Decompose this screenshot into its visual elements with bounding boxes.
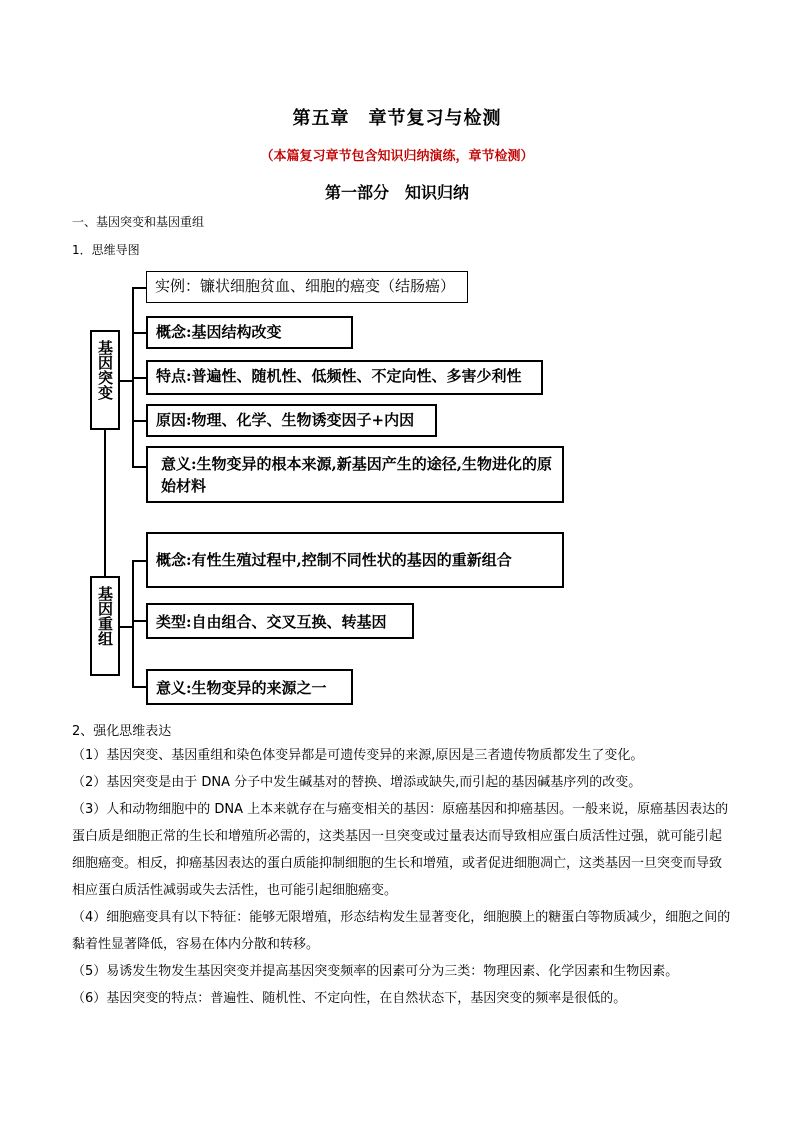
paragraph: （1）基因突变、基因重组和染色体变异都是可遗传变异的来源,原因是三者遗传物质都发生了变化。	[72, 748, 644, 763]
connector-line	[132, 560, 134, 688]
recombination-types-box: 类型:自由组合、交叉互换、转基因	[146, 603, 414, 639]
section-heading: 一、基因突变和基因重组	[72, 215, 205, 229]
recombination-significance-box: 意义:生物变异的来源之一	[146, 669, 353, 705]
part-title: 第一部分 知识归纳	[324, 183, 469, 202]
paragraph: （5）易诱发生物发生基因突变并提高基因突变频率的因素可分为三类：物理因素、化学因素和生物因素。	[72, 964, 679, 979]
paragraph: （3）人和动物细胞中的 DNA 上本来就存在与癌变相关的基因：原癌基因和抑癌基因。一般来说，原癌基因表达的蛋白质是细胞正常的生长和增殖所必需的，这类基因一旦突变或过量表达而导致相应蛋白质活性过强，就可能引起细胞癌变。相反，抑癌基因表达的蛋白质能抑制细胞的生长和增殖，或者促进细胞凋亡，这类基因一旦突变而导致相应蛋白质活性减弱或失去活性，也可能引起细胞癌变。	[72, 802, 729, 898]
mutation-features-box: 特点:普遍性、随机性、低频性、不定向性、多害少利性	[146, 360, 543, 395]
paragraph: （2）基因突变是由于 DNA 分子中发生碱基对的替换、增添或缺失,而引起的基因碱基序列的改变。	[72, 775, 642, 790]
gene-recombination-label: 基因重组	[90, 576, 120, 676]
connector-line	[132, 332, 146, 334]
connector-line	[132, 620, 146, 622]
connector-line	[132, 287, 146, 289]
connector-line	[132, 377, 146, 379]
paragraph: （4）细胞癌变具有以下特征：能够无限增殖，形态结构发生显著变化，细胞膜上的糖蛋白等物质减少，细胞之间的黏着性显著降低，容易在体内分散和转移。	[72, 910, 731, 952]
mutation-example-box: 实例：镰状细胞贫血、细胞的癌变（结肠癌）	[146, 271, 468, 303]
connector-line	[132, 560, 146, 562]
expression-heading: 2、强化思维表达	[72, 724, 172, 739]
mutation-cause-box: 原因:物理、化学、生物诱变因子+内因	[146, 404, 437, 437]
connector-line	[132, 420, 146, 422]
page-subtitle: （本篇复习章节包含知识归纳演练，章节检测）	[260, 149, 534, 164]
mutation-concept-box: 概念:基因结构改变	[146, 316, 353, 349]
mindmap-heading: 1．思维导图	[72, 243, 140, 257]
connector-line	[104, 430, 106, 576]
page-title: 第五章 章节复习与检测	[292, 108, 502, 129]
connector-line	[132, 686, 146, 688]
recombination-concept-box: 概念:有性生殖过程中,控制不同性状的基因的重新组合	[146, 532, 564, 588]
connector-line	[132, 466, 146, 468]
paragraph: （6）基因突变的特点：普遍性、随机性、不定向性，在自然状态下，基因突变的频率是很低的。	[72, 991, 627, 1006]
gene-mutation-label: 基因突变	[90, 330, 120, 430]
mutation-significance-box: 意义:生物变异的根本来源,新基因产生的途径,生物进化的原始材料	[146, 446, 564, 503]
